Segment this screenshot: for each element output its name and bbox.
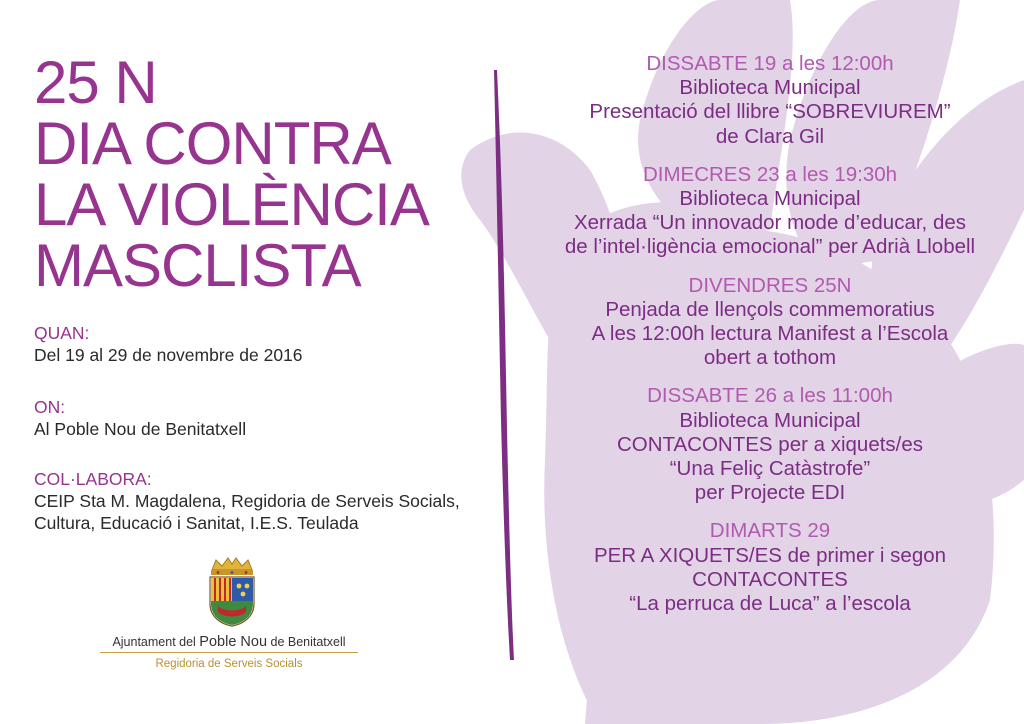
events-list (527, 52, 1013, 630)
event-line: CONTACONTES per a xiquets/es (616, 432, 924, 456)
event-line: de Clara Gil (715, 124, 825, 148)
event-line: A les 12:00h lectura Manifest a l’Escola (591, 322, 949, 346)
department-name: Regidoria de Serveis Socials (155, 658, 303, 670)
event-date: DIMECRES 23 a les 19:30h (642, 162, 898, 186)
title-line: LA VIOLÈNCIA (34, 171, 429, 238)
event-line: per Projecte EDI (694, 481, 846, 505)
org-suffix: de Benitatxell (267, 635, 346, 649)
when-label: QUAN: (34, 323, 90, 343)
event-item (527, 52, 1013, 149)
event-line: Biblioteca Municipal (679, 76, 861, 100)
event-line: de l’intel·ligència emocional” per Adrià Llobell (564, 235, 976, 259)
event-line: “La perruca de Luca” a l’escola (629, 592, 911, 616)
title-line: DIA CONTRA (34, 110, 391, 177)
event-line: Presentació del llibre “SOBREVIUREM” (589, 100, 951, 124)
collab-value: Cultura, Educació i Sanitat, I.E.S. Teulada (34, 513, 359, 533)
logo-rule (100, 652, 358, 653)
event-line: CONTACONTES (692, 567, 848, 591)
event-item (527, 274, 1013, 371)
when-value: Del 19 al 29 de novembre de 2016 (34, 345, 303, 365)
event-line: obert a tothom (703, 346, 837, 370)
org-prefix: Ajuntament del (112, 635, 200, 649)
event-line: Penjada de llençols commemoratius (605, 297, 935, 321)
coat-of-arms-icon (204, 556, 260, 628)
title-line: 25 N (34, 49, 157, 116)
page-title (34, 49, 429, 299)
event-date: DIVENDRES 25N (688, 273, 852, 297)
event-line: Biblioteca Municipal (679, 408, 861, 432)
collab-label: COL·LABORA: (34, 469, 152, 489)
event-item (527, 384, 1013, 505)
collab-value: CEIP Sta M. Magdalena, Regidoria de Serveis Socials, (34, 491, 460, 511)
event-line: “Una Feliç Catàstrofe” (669, 457, 871, 481)
where-label: ON: (34, 397, 66, 417)
collab-block (34, 468, 460, 534)
organization-name (92, 634, 366, 650)
event-date: DISSABTE 26 a les 11:00h (647, 384, 893, 408)
event-line: Xerrada “Un innovador mode d’educar, des (573, 211, 966, 235)
event-date: DIMARTS 29 (709, 519, 831, 543)
org-name: Poble Nou (199, 634, 268, 650)
event-line: PER A XIQUETS/ES de primer i segon (593, 543, 947, 567)
where-value: Al Poble Nou de Benitatxell (34, 419, 247, 439)
event-item (527, 519, 1013, 616)
municipal-logo (92, 556, 366, 676)
where-block (34, 396, 246, 440)
event-item (527, 163, 1013, 260)
title-line: MASCLISTA (34, 232, 361, 299)
event-line: Biblioteca Municipal (679, 187, 861, 211)
when-block (34, 322, 303, 366)
event-date: DISSABTE 19 a les 12:00h (646, 52, 894, 75)
